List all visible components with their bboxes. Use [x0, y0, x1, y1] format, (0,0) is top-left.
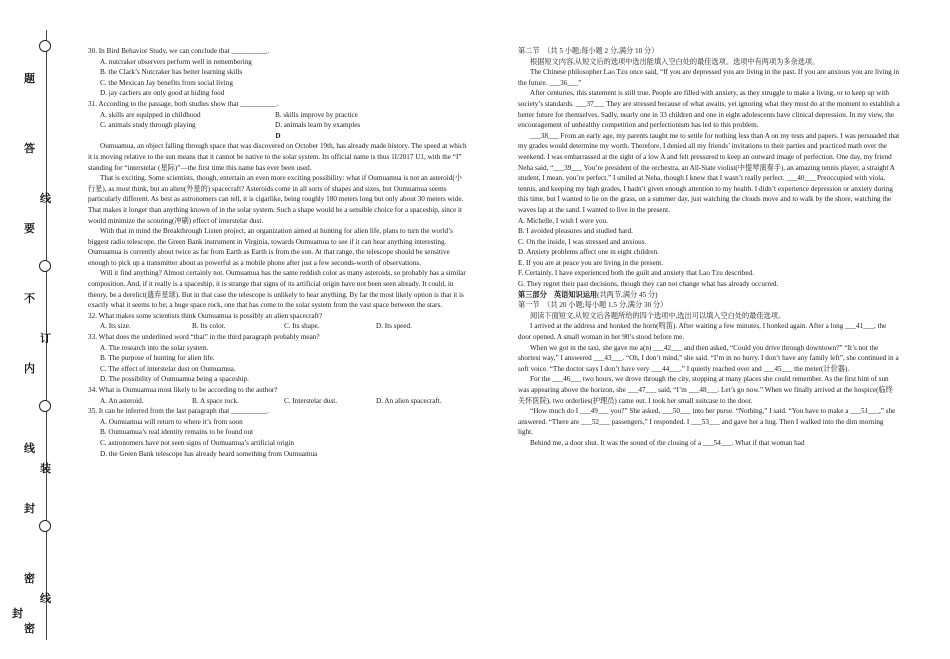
- binding-hole: [39, 260, 51, 272]
- cloze-para-5: Behind me, a door shut. It was the sound of the closing of a ___54___. What if that woman had: [530, 438, 805, 447]
- question-32-stem: 32. What makes some scientists think Oumuamua is possibly an alien spacecraft?: [88, 311, 323, 320]
- q30-option-c: C. the Mexican Jay benefits from social living: [100, 78, 233, 87]
- section-2-option-g: G. They regret their past decisions, though they can not change what has already occurred.: [518, 280, 779, 289]
- right-column: [518, 46, 900, 449]
- cloze-para-2: When we got in the taxi, she gave me a(n) ___42___ and then asked, “Could you drive through downtown?” “It’s not the shortest way,” I answered ___43___. “Oh, I don’t mind,” she said. “I’m in no hurry. I don’t have any family left”, she continued in a soft voice. “The doctor says I don’t have very ___44___.” I quietly reached over and ___45___ the meter(计价器).: [518, 343, 899, 373]
- q30-option-d: D. jay cachers are only good at hiding food: [100, 89, 225, 98]
- section-2-para-1: The Chinese philosopher Lao Tzu once said, “If you are depressed you are living in the past. If you are anxious you are living in the future. ___36___”: [518, 68, 900, 87]
- binding-word: 装: [40, 463, 51, 475]
- binding-inner-word: 答: [24, 143, 35, 155]
- passage-d-para-4: Will it find anything? Almost certainly not. Oumuamua has the same reddish color as many asteroids, so probably has a similar composition. And, if it really is a spaceship, it is strange that signs of its artificial origin have not been seen already. It could, in theory, be a derelict(遗弃星球). But in that case the telescope is unlikely to hear anything. By far the most likely option is that it is exactly what it seems to be; a huge space rock, one that has come to the solar system from the vast space between the stars.: [88, 269, 466, 310]
- binding-inner-word: 要: [24, 223, 35, 235]
- cloze-para-1: I arrived at the address and honked the horn(鸣笛). After waiting a few minutes, I honked again. After a long ___41___, the door opened. A small woman in her 90’s stood before me.: [518, 322, 887, 342]
- q31-options-row1: [88, 110, 468, 121]
- q32-options: [88, 321, 468, 332]
- left-column: [88, 46, 468, 459]
- q33-option-b: B. The purpose of hunting for alien life.: [100, 354, 215, 363]
- q34-option-d: D. An alien spacecraft.: [376, 396, 442, 405]
- question-35-stem: 35. It can be inferred from the last paragraph that __________.: [88, 407, 269, 416]
- part-3-note: (共两节,满分 45 分): [597, 290, 658, 299]
- section-2-option-d: D. Anxiety problems affect one in eight children.: [518, 248, 659, 257]
- passage-d-label: D: [275, 131, 281, 140]
- q35-option-a: A. Oumuamua will return to where it’s from soon: [100, 417, 243, 426]
- binding-inner-word: 封: [24, 503, 35, 515]
- section-2-option-c: C. On the inside, I was stressed and anxious.: [518, 237, 647, 246]
- passage-d-para-2: That is exciting. Some scientists, though, entertain an even more exciting possibility: what if Oumuamua is not an asteroid(小行星), as most think, but an alien(外星的) spacecraft? Asteroids come in all sorts of shapes and sizes, but Oumuamua seems particularly different. As best as astronomers can tell, it is cigarlike, being roughly 180 meters long but only about 30 meters wide. That makes it longer than anything known of in the solar system. Such a shape would be a sensible choice for a spaceship, since it would minimize the scouring(冲刷) effect of interstelar dust.: [88, 174, 464, 225]
- part-3-title: 第三部分 英语知识运用: [518, 290, 598, 299]
- binding-margin: [10, 30, 60, 640]
- q34-option-a: A. An asteroid.: [100, 396, 144, 405]
- section-2-option-f: F. Certainly, I have experienced both the guilt and anxiety that Lao Tzu described.: [518, 269, 754, 278]
- q34-option-b: B. A space rock.: [192, 396, 239, 405]
- question-33-stem: 33. What does the underlined word “that” in the third paragraph probably mean?: [88, 333, 320, 342]
- question-30-stem: 30. In Bird Behavior Study, we can conclude that __________.: [88, 47, 270, 55]
- binding-hole: [39, 40, 51, 52]
- passage-d-para-1: Oumuamua, an object falling through space that was discovered on October 19th, has already made history. The speed at which it is moving relative to the sun means that it cannot be native to the solar system. Its official name is thus 1I/2017 U1, with the “I” standing for “interstelar (星际)”—the first time this name has ever been used.: [88, 142, 467, 172]
- q31-option-b: B. skills improve by practice: [275, 110, 358, 119]
- section-1-instructions: 阅读下面短文,从短文后各题所给的四个选项中,选出可以填入空白处的最佳选项。: [530, 311, 786, 320]
- binding-inner-word: 线: [24, 443, 35, 455]
- binding-inner-word: 密: [24, 573, 35, 585]
- question-31-stem: 31. According to the passage, both studies show that __________.: [88, 99, 279, 108]
- cloze-para-3: For the ___46___ two hours, we drove through the city, stopping at many places she could remember. As the first hint of sun was appearing above the horizon, she ___47___ said, “I’m ___48___. Let’s go now.” When we finally arrived at the hospice(临终关怀医院), two orderlies(护理员) came out. I took her small suitcase to the door.: [518, 375, 893, 405]
- q33-option-c: C. The effect of interstelar dust on Oumuamua.: [100, 364, 236, 373]
- q31-options-row2: [88, 120, 468, 131]
- binding-inner-word: 密: [24, 623, 35, 635]
- q32-option-c: C. Its shape.: [284, 322, 320, 331]
- section-2-option-e: E. If you are at peace you are living in the present.: [518, 258, 664, 267]
- q33-option-d: D. The possibility of Oumuamua being a spaceship.: [100, 375, 249, 384]
- section-2-option-b: B. I avoided pleasures and studied hard.: [518, 227, 633, 236]
- q30-option-a: A. nutcraker observers perform well in remembering: [100, 57, 252, 66]
- binding-inner-word: 题: [24, 73, 35, 85]
- q35-option-d: D. the Green Bank telescope has already heard something from Oumuamua: [100, 449, 318, 458]
- q32-option-d: D. Its speed.: [376, 322, 412, 331]
- question-34-stem: 34. What is Oumuamua most likely to be according to the author?: [88, 386, 278, 394]
- binding-word: 订: [40, 333, 51, 345]
- section-2-instructions: 根据短文内容,从短文后的选项中选出能填入空白处的最佳选项。选项中有两项为多余选项。: [530, 57, 820, 66]
- binding-inner-word: 封: [12, 608, 23, 620]
- binding-hole: [39, 520, 51, 532]
- q32-option-a: A. Its size.: [100, 322, 131, 331]
- section-2-para-2: After centuries, this statement is still true. People are filled with anxiety, as they struggle to make a living, or to keep up with society’s standards. ___37___ They are stressed because of what awaits, yet ignoring what they must do at the moment to establish a better future for themselves. Sadly, nearly one in 33 children and one in eight adolescents have clinical depression. In my view, the encouragement of unhealthy competition and perfectionism has led to this problem.: [518, 89, 900, 130]
- q33-option-a: A. The research into the solar system.: [100, 343, 209, 352]
- q34-options: [88, 396, 468, 407]
- section-2-option-a: A. Michelle, I wish I were you.: [518, 216, 609, 225]
- q31-option-c: C. animals study through playing: [100, 121, 196, 130]
- part-3-heading: [518, 290, 900, 301]
- q31-option-a: A. skills are equipped in childhood: [100, 110, 201, 119]
- binding-inner-word: 不: [24, 293, 35, 305]
- cloze-para-4: “How much do I ___49___ you?” She asked, ___50___ into her purse. “Nothing,” I said. “You have to make a ___51___,” she answered. “There are ___52___ passengers,” I responded. I ___53___ and gave her a hug. Then I walked into the dim morning light.: [518, 407, 896, 437]
- section-2-title: 第二节 （共 5 小题;每小题 2 分,满分 10 分）: [518, 47, 659, 55]
- q30-option-b: B. the Clark’s Nutcraker has better learning skills: [100, 68, 243, 77]
- q34-option-c: C. Interstelar dust.: [284, 396, 338, 405]
- q31-option-d: D. animals learn by examples: [275, 121, 361, 130]
- passage-d-para-3: With that in mind the Breakthrough Listen project, an organization aimed at hunting for alien life, plans to turn the world’s biggest radio telescope, the Green Bank instrument in Virginia, towards Oumuamua to see if it can hear anything interesting. Oumuamua is currently about twice as far from Earth as Earth is from the sun. At that range, the telescope should be sensitive enough to pick up a transmitter about as powerful as a mobile phone after just a few seconds-worth of observations.: [88, 227, 453, 267]
- section-1-title: 第一节 （共 20 小题;每小题 1.5 分,满分 30 分）: [518, 301, 668, 310]
- q35-option-c: C. astronomers have not seen signs of Oumuamua’s artificial origin: [100, 438, 295, 447]
- binding-inner-word: 内: [24, 363, 35, 375]
- q35-option-b: B. Oumuamua’s real identity remains to be found out: [100, 428, 254, 437]
- binding-word: 线: [40, 593, 51, 605]
- binding-word: 线: [40, 193, 51, 205]
- q32-option-b: B. Its color.: [192, 322, 226, 331]
- section-2-para-3: ___38___ From an early age, my parents taught me to settle for nothing less than A on my tests and papers. I was persuaded that my grades would determine my worth. Therefore, I denied all my friends’ invitations to their parties and practiced math over the weekend. I was embarrassed at the sight of a low A and felt pressured to keep an outward image of perfection. One day, my friend Neha said, “___39___ You’re president of the orchestra, an All-State violist(中提琴演奏手), an amazing tennis player, a straight A student, I mean, you’re perfect.” I smiled at Neha, though I knew that I wasn’t really perfect. ___40___ Preoccupied with viola, tennis, and keeping my high grades, I hadn’t given enough attention to my health. I didn’t experience depression or anxiety during this time, but I wanted to lie on the grass, on a summer day, just watching the clouds move and to walk by the shore, watching the waves lap at the sand. I wanted to live in the present.: [518, 131, 900, 214]
- binding-hole: [39, 400, 51, 412]
